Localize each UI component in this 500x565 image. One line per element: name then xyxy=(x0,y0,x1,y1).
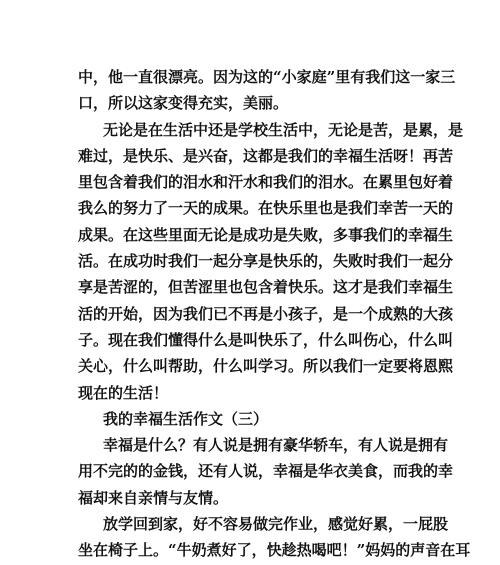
text-line: 里包含着我们的泪水和汗水和我们的泪水。在累里包好着 xyxy=(78,173,454,192)
text-line: 中，他一直很漂亮。因为这的“小家庭”里有我们这一家三 xyxy=(78,68,456,86)
text-line: 子。现在我们懂得什么是叫快乐了，什么叫伤心，什么叫 xyxy=(78,330,454,349)
document-body xyxy=(78,64,471,564)
text-line: 口，所以这家变得充实，美丽。 xyxy=(78,94,289,113)
text-line: 活。在成功时我们一起分享是快乐的，失败时我们一起分 xyxy=(78,252,454,271)
text-line: 坐在椅子上。“牛奶煮好了，快趁热喝吧！”妈妈的声音在耳 xyxy=(78,541,471,560)
text-line: 难过，是快乐、是兴奋，这都是我们的幸福生活呀！再苦 xyxy=(78,146,454,165)
text-line: 我的幸福生活作文（三） xyxy=(103,409,269,428)
text-line: 关心，什么叫帮助，什么叫学习。所以我们一定要将恩熙 xyxy=(78,357,454,376)
text-line: 用不完的的金钱，还有人说，幸福是华衣美食，而我的幸 xyxy=(78,462,454,481)
text-line: 福却来自亲情与友情。 xyxy=(78,488,229,507)
text-line: 成果。在这些里面无论是成功是失败，多事我们的幸福生 xyxy=(78,225,454,244)
text-line: 我么的努力了一天的成果。在快乐里也是我们幸苦一天的 xyxy=(78,199,454,218)
text-line: 活的开始，因为我们已不再是小孩子，是一个成熟的大孩 xyxy=(78,304,454,323)
text-line: 幸福是什么？有人说是拥有豪华轿车，有人说是拥有 xyxy=(103,436,449,455)
text-line: 享是苦涩的，但苦涩里也包含着快乐。这才是我们幸福生 xyxy=(78,278,454,297)
text-line: 无论是在生活中还是学校生活中，无论是苦，是累，是 xyxy=(103,120,464,139)
text-line: 现在的生活！ xyxy=(78,383,169,402)
text-line: 放学回到家，好不容易做完作业，感觉好累，一屁股 xyxy=(103,515,449,534)
